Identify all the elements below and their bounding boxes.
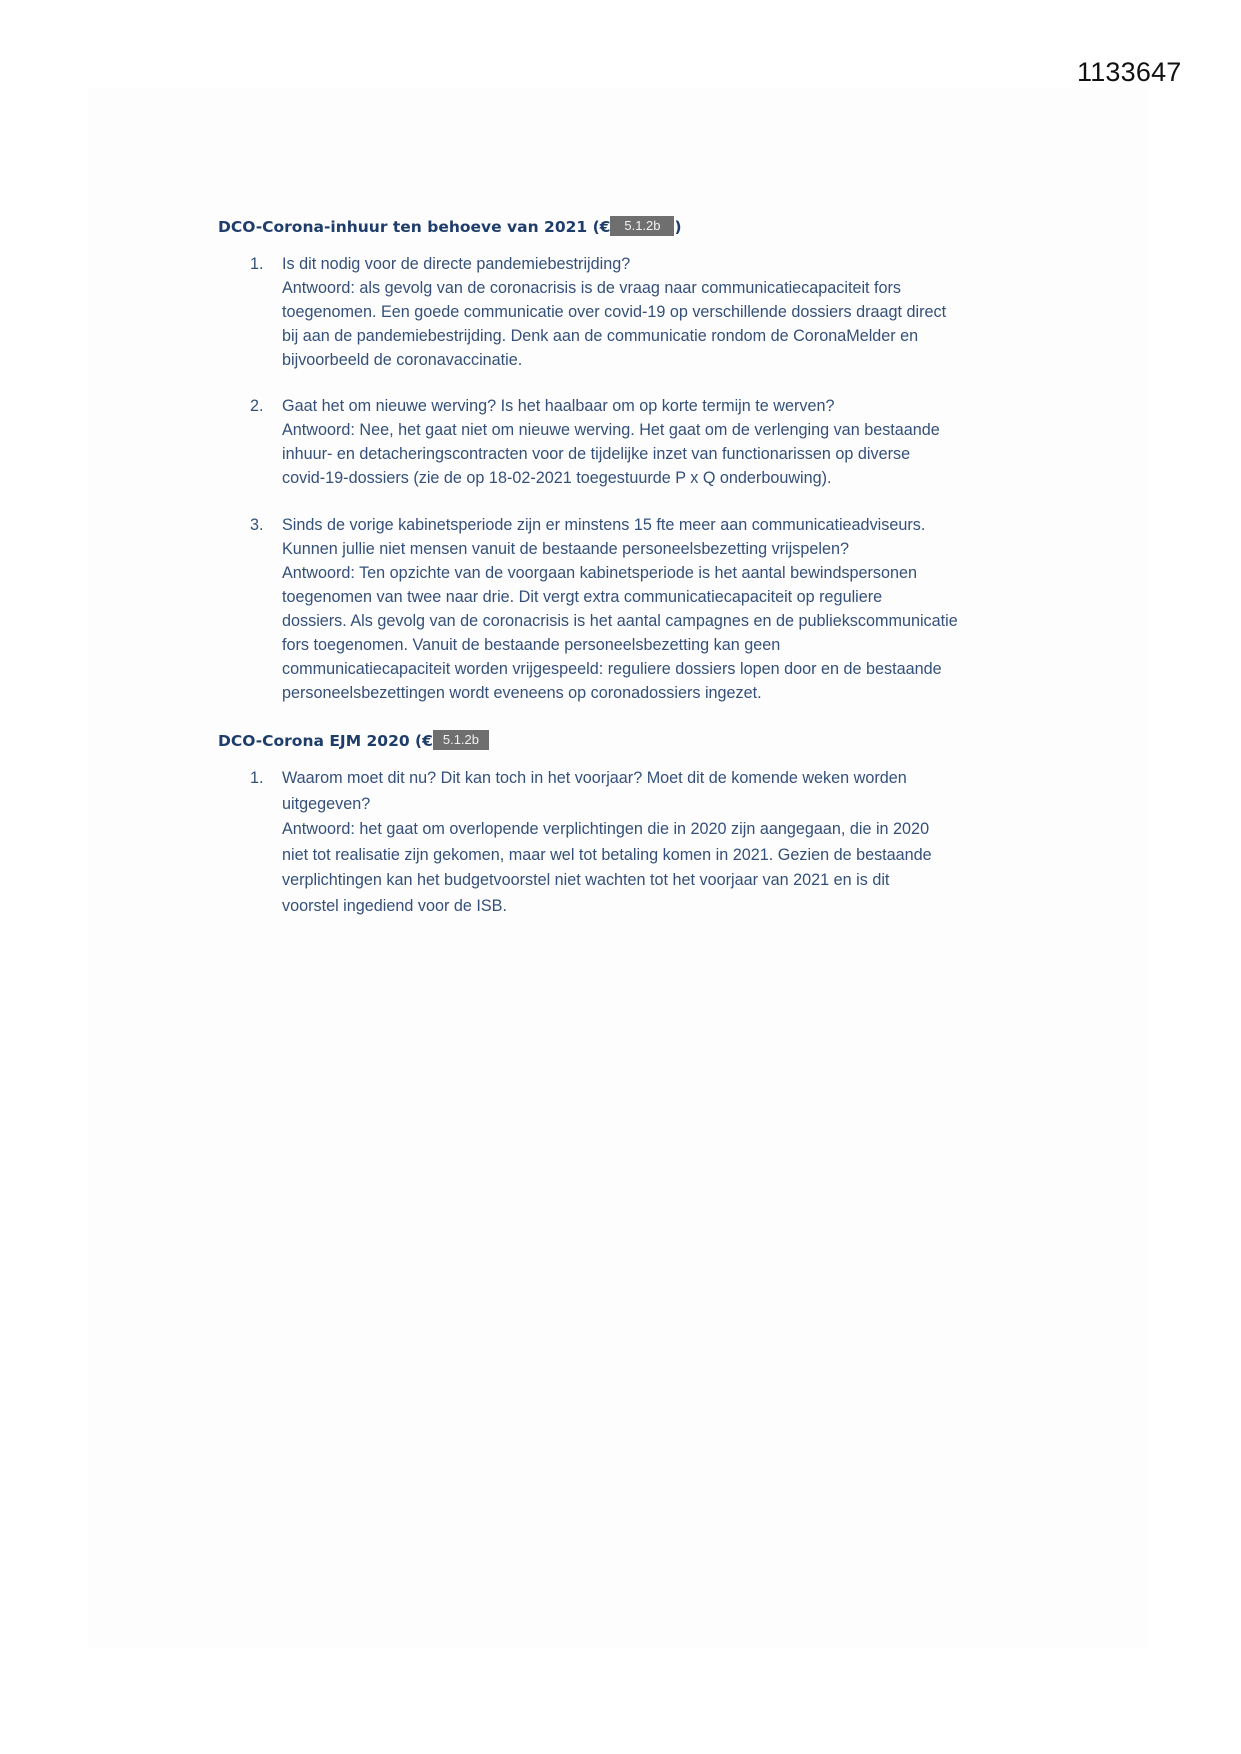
answer-line: fors toegenomen. Vanuit de bestaande personeelsbezetting kan geen (282, 636, 781, 654)
section-heading-ejm-2020 (218, 730, 489, 750)
heading-text: DCO-Corona EJM 2020 (€ (218, 732, 433, 750)
answer-line: inhuur- en detacheringscontracten voor de tijdelijke inzet van functionarissen op diverse (282, 445, 911, 463)
answer-line: Antwoord: het gaat om overlopende verplichtingen die in 2020 zijn aangegaan, die in 2020 (282, 820, 930, 838)
heading-suffix: ) (674, 218, 682, 236)
qa-item (250, 766, 1050, 919)
answer-line: covid-19-dossiers (zie de op 18-02-2021 toegestuurde P x Q onderbouwing). (282, 469, 832, 487)
qa-item (250, 394, 1050, 490)
answer-line: dossiers. Als gevolg van de coronacrisis is het aantal campagnes en de publiekscommunicatie (282, 612, 958, 630)
document-number: 1133647 (1077, 57, 1182, 87)
answer-line: toegenomen van twee naar drie. Dit vergt extra communicatiecapaciteit op reguliere (282, 588, 883, 606)
redaction-box: 5.1.2b (433, 730, 489, 750)
answer-line: verplichtingen kan het budgetvoorstel niet wachten tot het voorjaar van 2021 en is dit (282, 871, 890, 889)
item-number: 3. (250, 516, 264, 534)
item-number: 2. (250, 397, 264, 415)
answer-line: Antwoord: Ten opzichte van de voorgaan kabinetsperiode is het aantal bewindspersonen (282, 564, 918, 582)
question-text: Waarom moet dit nu? Dit kan toch in het voorjaar? Moet dit de komende weken worden (282, 769, 907, 787)
redaction-box: 5.1.2b (610, 216, 674, 236)
answer-line: bij aan de pandemiebestrijding. Denk aan de communicatie rondom de CoronaMelder en (282, 327, 919, 345)
question-text: Gaat het om nieuwe werving? Is het haalbaar om op korte termijn te werven? (282, 397, 835, 415)
answer-line: voorstel ingediend voor de ISB. (282, 896, 507, 915)
answer-line: niet tot realisatie zijn gekomen, maar wel tot betaling komen in 2021. Gezien de bestaande (282, 845, 932, 864)
answer-line: Antwoord: als gevolg van de coronacrisis is de vraag naar communicatiecapaciteit fors (282, 279, 902, 297)
item-number: 1. (250, 769, 264, 787)
question-text: Kunnen jullie niet mensen vanuit de bestaande personeelsbezetting vrijspelen? (282, 540, 849, 558)
question-text: uitgegeven? (282, 794, 371, 813)
question-text: Is dit nodig voor de directe pandemiebestrijding? (282, 255, 631, 273)
qa-item (250, 513, 1050, 705)
item-number: 1. (250, 255, 264, 273)
question-text: Sinds de vorige kabinetsperiode zijn er minstens 15 fte meer aan communicatieadviseurs. (282, 516, 926, 534)
section-heading-inhuur-2021 (218, 216, 682, 236)
qa-item (250, 252, 1050, 372)
answer-line: toegenomen. Een goede communicatie over covid-19 op verschillende dossiers draagt direct (282, 303, 947, 321)
heading-text: DCO-Corona-inhuur ten behoeve van 2021 (€ (218, 218, 611, 236)
answer-line: personeelsbezettingen wordt eveneens op coronadossiers ingezet. (282, 684, 762, 702)
answer-line: Antwoord: Nee, het gaat niet om nieuwe werving. Het gaat om de verlenging van bestaande (282, 421, 940, 439)
answer-line: communicatiecapaciteit worden vrijgespeeld: reguliere dossiers lopen door en de bestaande (282, 660, 942, 678)
answer-line: bijvoorbeeld de coronavaccinatie. (282, 351, 523, 369)
